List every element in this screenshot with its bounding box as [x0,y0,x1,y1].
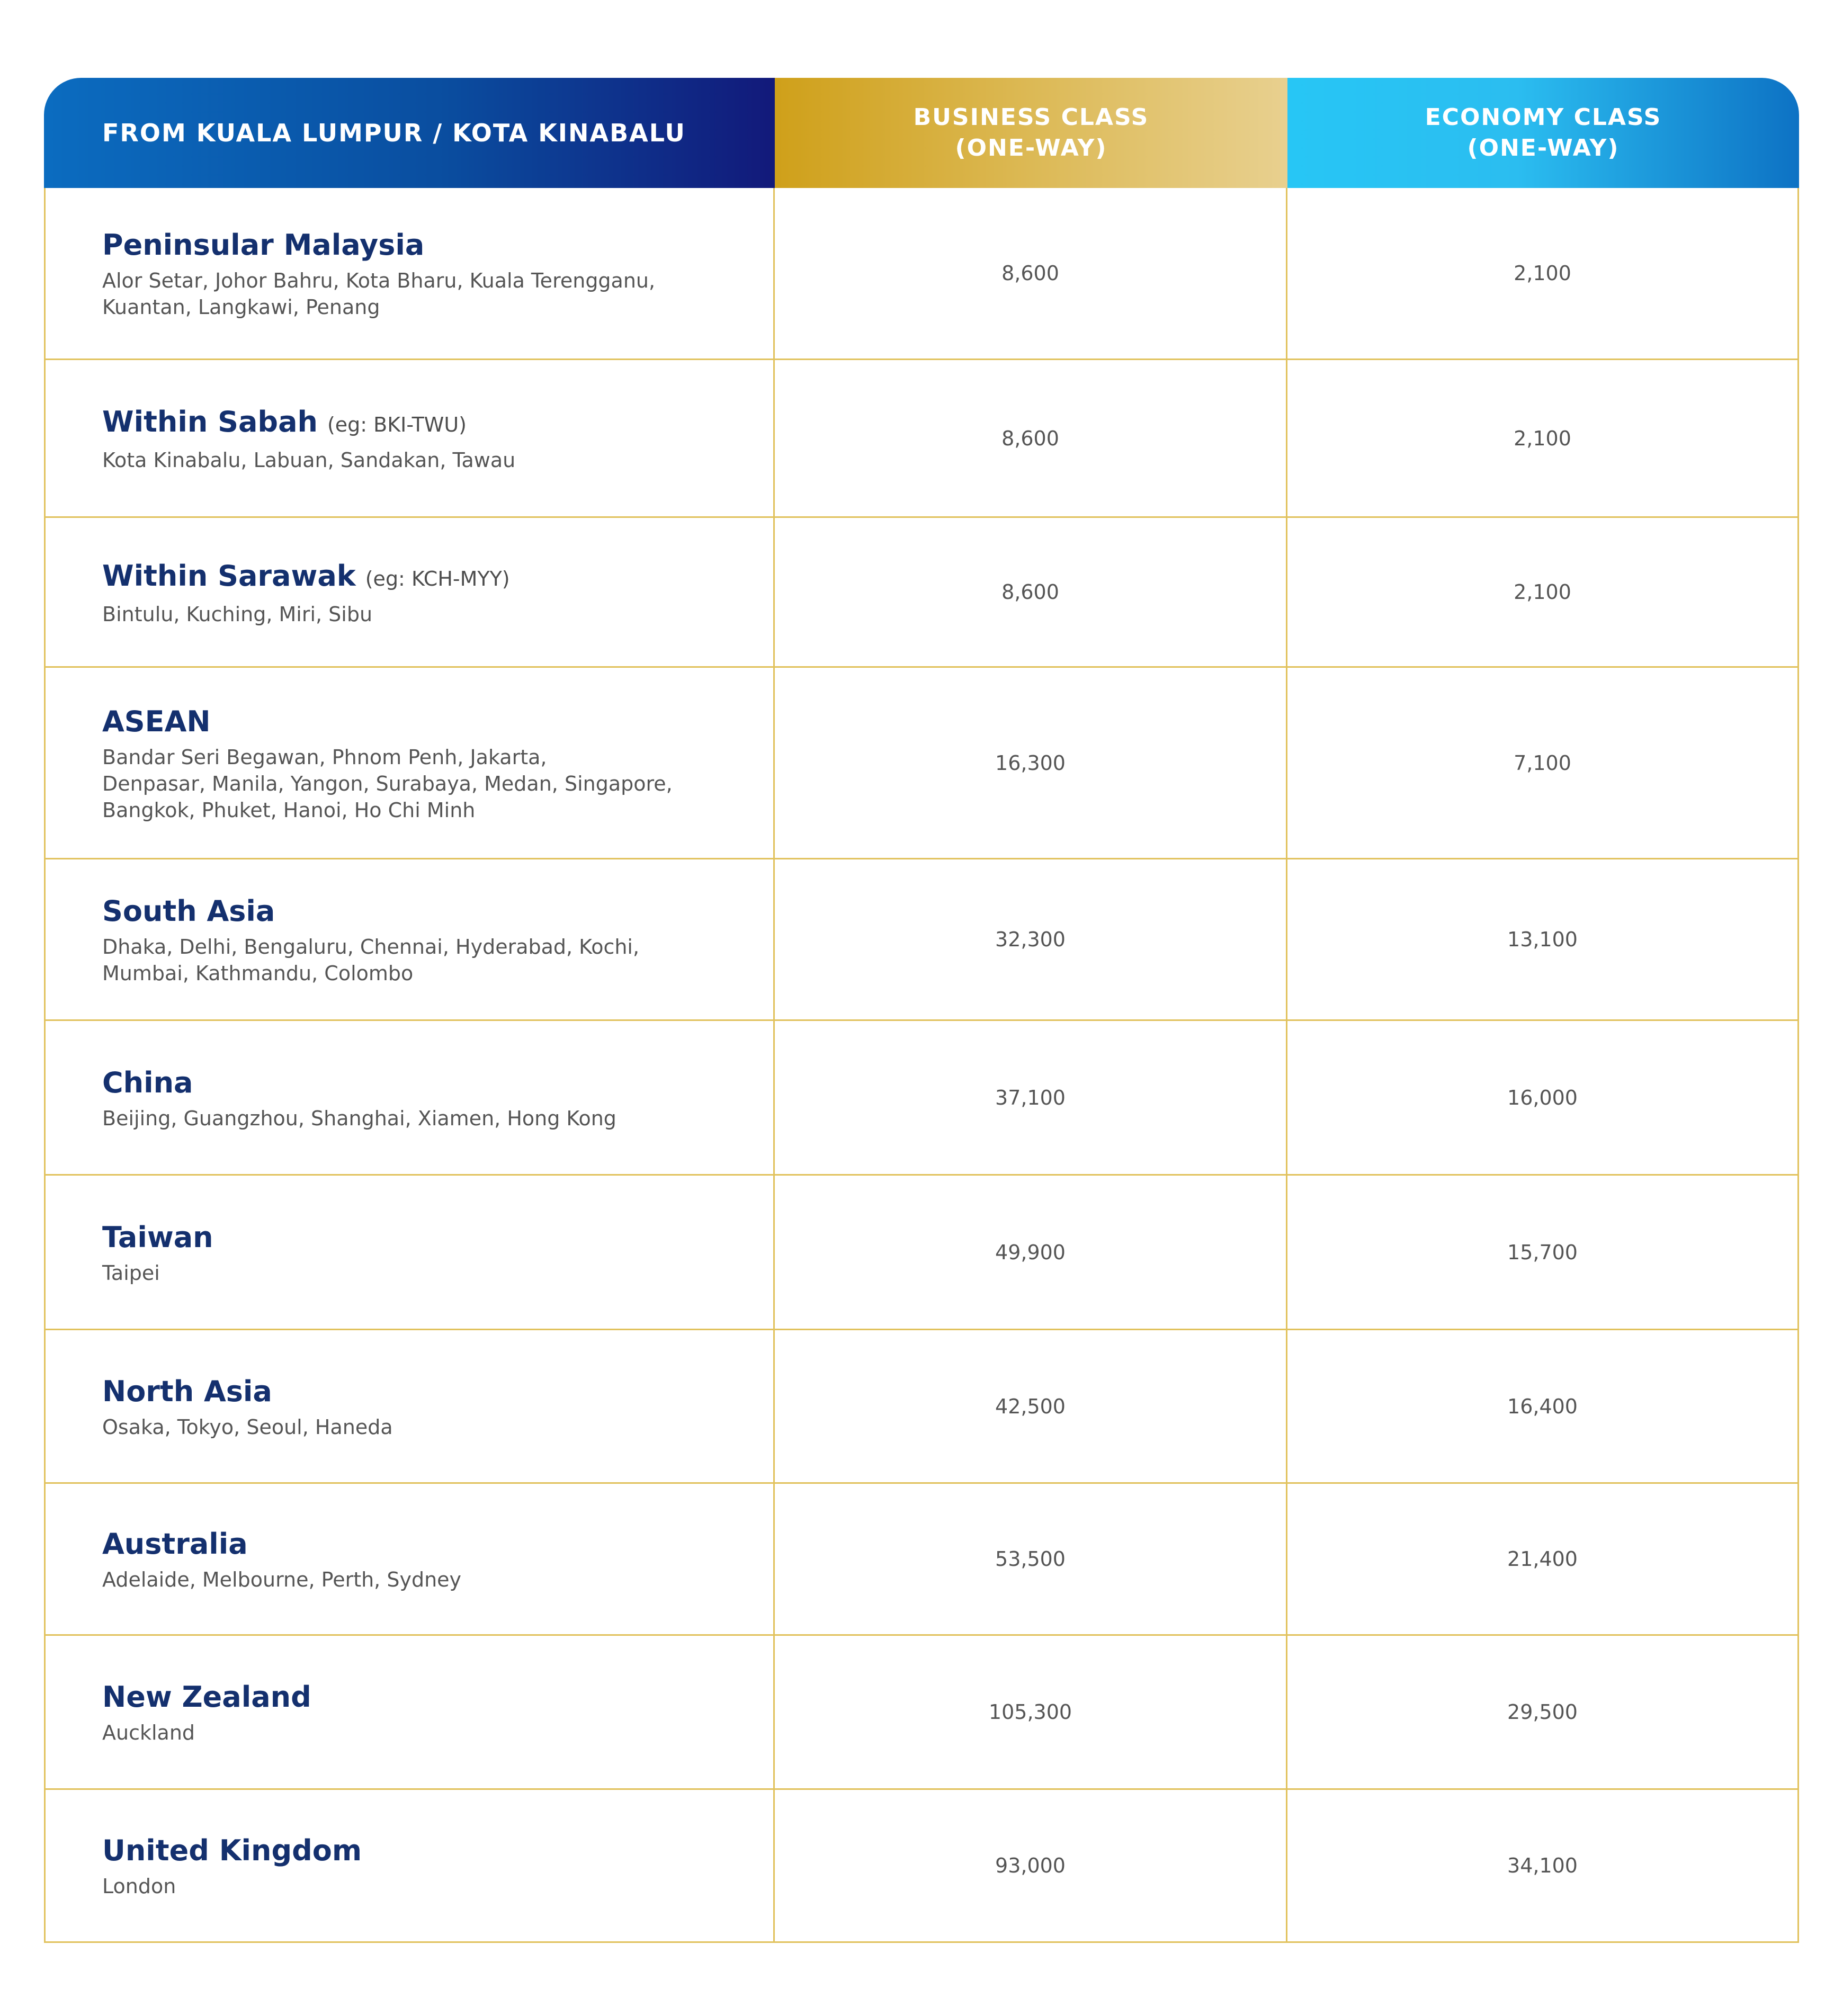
business-points: 105,300 [775,1636,1287,1788]
header-economy-class [1287,78,1799,188]
region-name [102,892,752,930]
region-label: Taiwan [102,1220,213,1254]
route-cell [46,360,775,516]
region-name [102,1218,752,1257]
table-row [46,1176,1797,1330]
region-label: China [102,1065,193,1099]
business-points: 16,300 [775,668,1287,858]
route-cell [46,518,775,666]
city-list: Alor Setar, Johor Bahru, Kota Bharu, Kuala Terengganu, Kuantan, Langkawi, Penang [102,269,656,319]
table-row [46,1484,1797,1636]
route-cell [46,1790,775,1941]
business-points: 8,600 [775,518,1287,666]
table-row [46,188,1797,360]
economy-points: 16,400 [1507,1394,1578,1418]
region-label: North Asia [102,1374,272,1408]
header-business-class [775,78,1287,188]
region-name [102,703,752,741]
city-list: Bintulu, Kuching, Miri, Sibu [102,602,373,626]
economy-points: 21,400 [1507,1547,1578,1571]
region-name [102,557,752,598]
economy-points: 7,100 [1514,751,1571,775]
award-chart-table [44,78,1799,1943]
city-list: Taipei [102,1261,160,1285]
table-row [46,1790,1797,1941]
region-name [102,1525,752,1563]
business-points: 42,500 [775,1330,1287,1482]
business-points: 32,300 [775,859,1287,1019]
economy-points: 2,100 [1514,262,1571,285]
region-name [102,1832,752,1870]
region-label: Within Sarawak [102,559,356,593]
business-points: 37,100 [775,1021,1287,1174]
header-route [44,78,775,188]
route-cell [46,1636,775,1788]
region-label: Australia [102,1527,248,1561]
region-label: South Asia [102,894,275,928]
route-example: (eg: KCH-MYY) [365,567,510,590]
table-row [46,668,1797,859]
city-list: Bandar Seri Begawan, Phnom Penh, Jakarta, Denpasar, Manila, Yangon, Surabaya, Medan, Singapore, Bangkok, Phuket, Hanoi, Ho Chi Minh [102,745,673,822]
region-label: Peninsular Malaysia [102,228,425,262]
table-row [46,1021,1797,1176]
city-list: Auckland [102,1721,195,1744]
header-economy-label: ECONOMY CLASS (ONE-WAY) [1425,104,1662,162]
table-row [46,1330,1797,1484]
table-row [46,859,1797,1021]
economy-points: 16,000 [1507,1086,1578,1109]
route-cell [46,1176,775,1329]
economy-points: 13,100 [1507,928,1578,951]
region-name [102,403,752,444]
economy-points: 2,100 [1514,426,1571,450]
route-cell [46,1330,775,1482]
region-name [102,1678,752,1716]
route-cell [46,1021,775,1174]
region-label: Within Sabah [102,405,318,438]
region-label: United Kingdom [102,1834,362,1867]
city-list: Beijing, Guangzhou, Shanghai, Xiamen, Hong Kong [102,1106,616,1130]
header-business-label: BUSINESS CLASS (ONE-WAY) [913,104,1149,162]
economy-points: 34,100 [1507,1854,1578,1877]
business-points: 53,500 [775,1484,1287,1634]
economy-points: 29,500 [1507,1700,1578,1724]
city-list: Kota Kinabalu, Labuan, Sandakan, Tawau [102,449,516,472]
region-name [102,1373,752,1411]
business-points: 8,600 [775,188,1287,359]
business-points: 8,600 [775,360,1287,516]
city-list: Adelaide, Melbourne, Perth, Sydney [102,1568,462,1591]
route-cell [46,859,775,1019]
city-list: Osaka, Tokyo, Seoul, Haneda [102,1415,393,1439]
city-list: Dhaka, Delhi, Bengaluru, Chennai, Hyderabad, Kochi, Mumbai, Kathmandu, Colombo [102,935,640,985]
region-name [102,1064,752,1102]
table-row [46,1636,1797,1790]
route-cell [46,668,775,858]
economy-points: 2,100 [1514,580,1571,604]
route-example: (eg: BKI-TWU) [327,413,467,436]
city-list: London [102,1875,176,1898]
table-row [46,360,1797,518]
region-name [102,226,752,264]
header-route-label: FROM KUALA LUMPUR / KOTA KINABALU [102,119,686,147]
table-body [44,188,1799,1943]
route-cell [46,1484,775,1634]
region-label: New Zealand [102,1680,311,1714]
economy-points: 15,700 [1507,1240,1578,1264]
business-points: 49,900 [775,1176,1287,1329]
business-points: 93,000 [775,1790,1287,1941]
table-row [46,518,1797,668]
region-label: ASEAN [102,704,211,738]
table-header [44,78,1799,188]
route-cell [46,188,775,359]
